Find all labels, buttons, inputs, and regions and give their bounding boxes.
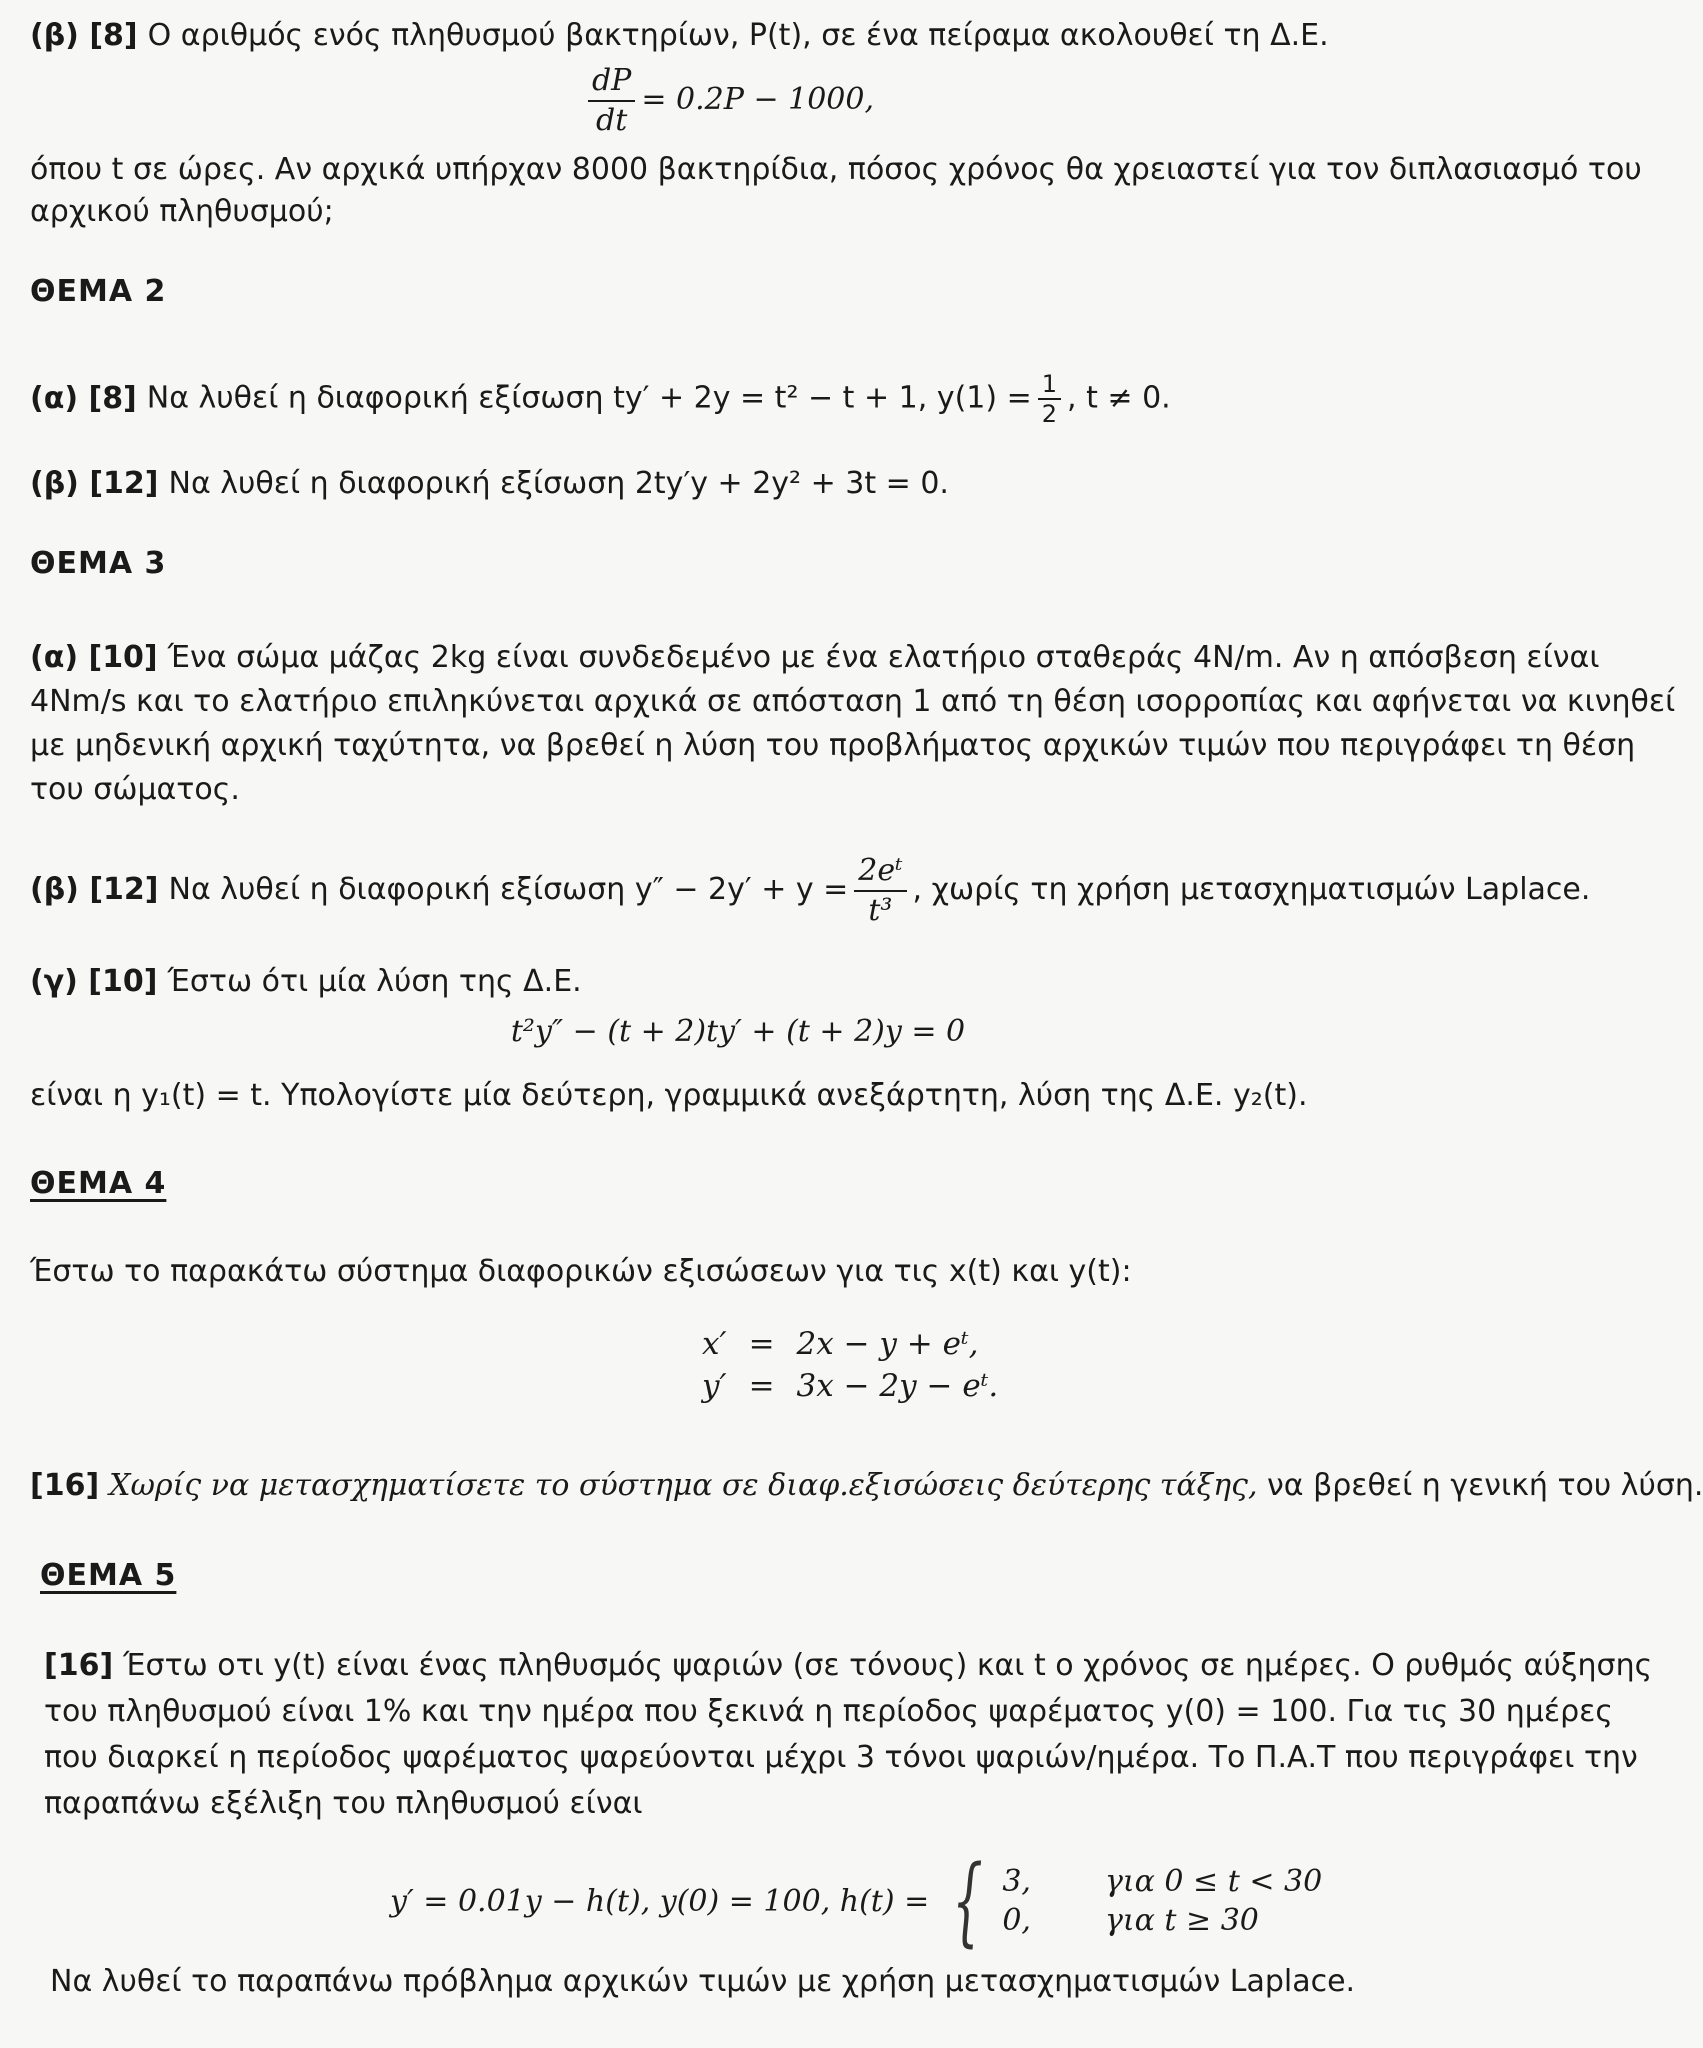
- theme3-c-equation: t²y″ − (t + 2)ty′ + (t + 2)y = 0: [510, 1014, 966, 1049]
- theme2-a-label: (α) [8]: [30, 380, 137, 416]
- theme3-b-text: Να λυθεί η διαφορική εξίσωση y″ − 2y′ + y =: [168, 872, 849, 907]
- case-row-1: [998, 1862, 1326, 1901]
- theme3-b-label: (β) [12]: [30, 872, 159, 907]
- system-row-2: [692, 1366, 1008, 1406]
- theme2-b-label: (β) [12]: [30, 466, 159, 501]
- case2-condition: για t ≥ 30: [1104, 1903, 1259, 1938]
- eq2-sign: =: [748, 1368, 775, 1404]
- theme4-task-italic: Χωρίς να μετασχηματίσετε το σύστημα σε διαφ.εξισώσεις δεύτερης τάξης,: [109, 1468, 1258, 1503]
- theme3-c-line2: είναι η y₁(t) = t. Υπολογίστε μία δεύτερη, γραμμικά ανεξάρτητη, λύση της Δ.Ε. y₂(t).: [30, 1078, 1308, 1113]
- theme2-a-tail: , t ≠ 0.: [1067, 380, 1171, 416]
- eq-rhs: = 0.2P − 1000,: [641, 82, 875, 117]
- theme2-a-text: Να λυθεί η διαφορική εξίσωση ty′ + 2y = t² − t + 1, y(1) =: [146, 380, 1032, 416]
- theme3-heading: ΘΕΜΑ 3: [30, 546, 167, 581]
- theme5-label: [16]: [44, 1648, 114, 1683]
- theme2-b-text: Να λυθεί η διαφορική εξίσωση 2ty′y + 2y² + 3t = 0.: [168, 466, 949, 501]
- theme3-a-line3: με μηδενική αρχική ταχύτητα, να βρεθεί η λύση του προβλήματος αρχικών τιμών που περιγράφει τη θέση: [30, 728, 1636, 763]
- ivp-lhs: y′ = 0.01y − h(t), y(0) = 100, h(t) =: [390, 1883, 930, 1919]
- theme5-heading: ΘΕΜΑ 5: [40, 1558, 177, 1593]
- theme5-closing: Να λυθεί το παραπάνω πρόβλημα αρχικών τιμών με χρήση μετασχηματισμών Laplace.: [50, 1964, 1356, 1999]
- frac-num: 1: [1038, 370, 1061, 400]
- theme3-a-line2: 4Nm/s και το ελατήριο επιληκύνεται αρχικά σε απόσταση 1 από τη θέση ισορροπίας και αφήνεται να κινηθεί: [30, 684, 1676, 719]
- theme3-a-line4: του σώματος.: [30, 772, 240, 807]
- eq2-rhs: 3x − 2y − eᵗ.: [796, 1368, 999, 1404]
- ode-system: [690, 1322, 1010, 1408]
- theme4-intro: Έστω το παρακάτω σύστημα διαφορικών εξισώσεων για τις x(t) και y(t):: [30, 1254, 1132, 1289]
- theme3-a-line1: [30, 636, 1600, 680]
- frac-den: dt: [596, 103, 628, 138]
- theme3-a-label: (α) [10]: [30, 640, 158, 675]
- frac-num: 2eᵗ: [854, 852, 906, 892]
- theme4-task-label: [16]: [30, 1468, 100, 1503]
- theme3-a-text1: Ένα σώμα μάζας 2kg είναι συνδεδεμένο με ένα ελατήριο σταθεράς 4N/m. Αν η απόσβεση είναι: [167, 640, 1600, 675]
- prob1b-line3: αρχικού πληθυσμού;: [30, 194, 334, 229]
- frac-den: t³: [868, 892, 893, 928]
- theme2-heading: ΘΕΜΑ 2: [30, 274, 167, 309]
- prob1b-equation: [0, 62, 1496, 140]
- half-fraction: [1038, 370, 1061, 428]
- theme3-b: [30, 850, 1591, 930]
- theme2-a: [30, 370, 1536, 428]
- case2-value: 0,: [1002, 1903, 1031, 1938]
- prob1b-line2: όπου t σε ώρες. Αν αρχικά υπήρχαν 8000 βακτηρίδια, πόσος χρόνος θα χρειαστεί για τον διπλασιασμό του: [30, 152, 1642, 187]
- frac-num: dP: [588, 62, 635, 102]
- case1-condition: για 0 ≤ t < 30: [1104, 1864, 1323, 1899]
- prob1b-line1: [30, 14, 1536, 58]
- theme4-task-rest: να βρεθεί η γενική του λύση.: [1267, 1468, 1703, 1503]
- theme5-line2: του πληθυσμού είναι 1% και την ημέρα που ξεκινά η περίοδος ψαρέματος y(0) = 100. Για τις 30 ημέρες: [44, 1694, 1613, 1729]
- theme5-line1: [44, 1644, 1653, 1688]
- theme3-c-text: Έστω ότι μία λύση της Δ.Ε.: [167, 964, 582, 999]
- exp-fraction: [854, 852, 906, 930]
- piecewise-cases: [998, 1862, 1326, 1940]
- theme3-c-line1: [30, 960, 1536, 1004]
- theme5-ivp: [390, 1845, 1326, 1957]
- case-row-2: [998, 1901, 1326, 1940]
- theme5-text1: Έστω οτι y(t) είναι ένας πληθυσμός ψαριών (σε τόνους) και t ο χρόνος σε ημέρες. Ο ρυθμός αύξησης: [123, 1648, 1653, 1683]
- theme5-line4: παραπάνω εξέλιξη του πληθυσμού είναι: [44, 1786, 643, 1821]
- case1-value: 3,: [1002, 1864, 1031, 1899]
- system-row-1: [692, 1324, 1008, 1364]
- theme5-line3: που διαρκεί η περίοδος ψαρέματος ψαρεύονται μέχρι 3 τόνοι ψαριών/ημέρα. Το Π.Α.Τ που περιγράφει την: [44, 1740, 1638, 1775]
- theme4-heading: ΘΕΜΑ 4: [30, 1166, 167, 1201]
- theme4-task: [30, 1464, 1703, 1508]
- theme3-b-tail: , χωρίς τη χρήση μετασχηματισμών Laplace.: [912, 872, 1591, 907]
- frac-den: 2: [1041, 400, 1058, 428]
- theme2-b: [30, 462, 1536, 506]
- eq1-lhs: x′: [702, 1326, 727, 1362]
- theme3-c-label: (γ) [10]: [30, 964, 158, 999]
- eq1-rhs: 2x − y + eᵗ,: [796, 1326, 979, 1362]
- eq2-lhs: y′: [702, 1368, 727, 1404]
- left-brace: {: [952, 1845, 984, 1957]
- prob1b-text: Ο αριθμός ενός πληθυσμού βακτηρίων, P(t), σε ένα πείραμα ακολουθεί τη Δ.Ε.: [147, 18, 1329, 53]
- prob1b-label: (β) [8]: [30, 18, 138, 53]
- derivative-fraction: [588, 62, 635, 140]
- eq1-sign: =: [748, 1326, 775, 1362]
